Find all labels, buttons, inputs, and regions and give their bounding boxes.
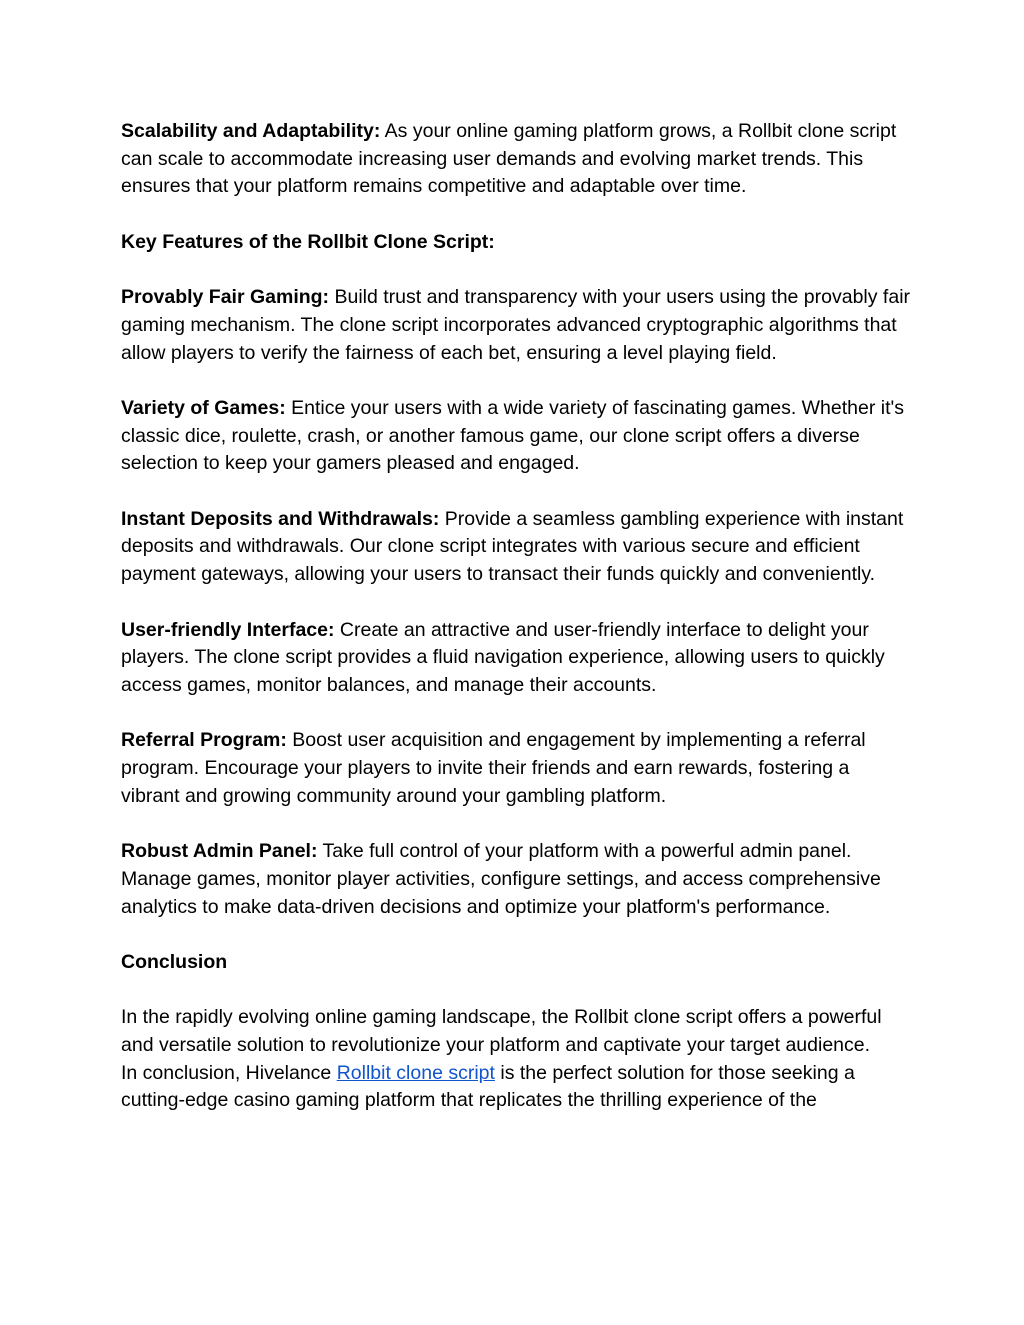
rollbit-clone-script-link[interactable]: Rollbit clone script — [336, 1061, 495, 1084]
conclusion-paragraph: In the rapidly evolving online gaming landscape, the Rollbit clone script offers a powerful and versatile solution to revolutionize your platform and captivate your target audience. — [121, 1006, 882, 1057]
scalability-paragraph — [121, 118, 911, 201]
feature-text: Provide a seamless gambling experience with instant deposits and withdrawals. Our clone script integrates with various secure and efficient payment gateways, allowing your users to transact their funds quickly and conveniently. — [121, 507, 904, 586]
feature-text: Boost user acquisition and engagement by implementing a referral program. Encourage your players to invite their friends and earn rewards, fostering a vibrant and growing community around your gambling platform. — [121, 729, 866, 807]
feature-user-friendly-interface — [121, 617, 911, 700]
feature-instant-deposits — [121, 506, 911, 589]
feature-lead: User-friendly Interface: — [121, 618, 335, 641]
feature-variety-of-games — [121, 395, 911, 478]
final-text-before: In conclusion, Hivelance — [121, 1061, 337, 1084]
feature-referral-program — [121, 727, 911, 810]
final-text-after: is the perfect solution for those seeking a cutting-edge casino gaming platform that replicates the thrilling experience of the — [121, 1061, 855, 1112]
feature-lead: Instant Deposits and Withdrawals: — [121, 507, 440, 530]
feature-lead: Variety of Games: — [121, 396, 286, 419]
feature-text: Build trust and transparency with your users using the provably fair gaming mechanism. The clone script incorporates advanced cryptographic algorithms that allow players to verify the fairness of each bet, ensuring a level playing field. — [121, 286, 911, 364]
feature-text: Create an attractive and user-friendly interface to delight your players. The clone script provides a fluid navigation experience, allowing users to quickly access games, monitor balances, and manage their accounts. — [121, 618, 885, 696]
feature-provably-fair — [121, 284, 911, 367]
feature-lead: Referral Program: — [121, 729, 287, 752]
scalability-lead: Scalability and Adaptability: — [121, 120, 381, 142]
features-heading: Key Features of the Rollbit Clone Script: — [121, 230, 495, 253]
feature-admin-panel — [121, 838, 911, 921]
feature-text: Take full control of your platform with a powerful admin panel. Manage games, monitor player activities, configure settings, and access comprehensive analytics to make data-driven decisions and optimize your platform's performance. — [121, 840, 881, 918]
conclusion-heading: Conclusion — [121, 950, 228, 973]
feature-text: Entice your users with a wide variety of fascinating games. Whether it's classic dice, roulette, crash, or another famous game, our clone script offers a diverse selection to keep your gamers pleased and engaged. — [121, 396, 904, 475]
scalability-text: As your online gaming platform grows, a Rollbit clone script can scale to accommodate increasing user demands and evolving market trends. This ensures that your platform remains competitive and adaptable over time. — [121, 120, 897, 198]
feature-lead: Provably Fair Gaming: — [121, 286, 330, 309]
feature-lead: Robust Admin Panel: — [121, 840, 318, 863]
document-page — [121, 118, 911, 1115]
final-paragraph — [121, 1060, 911, 1115]
